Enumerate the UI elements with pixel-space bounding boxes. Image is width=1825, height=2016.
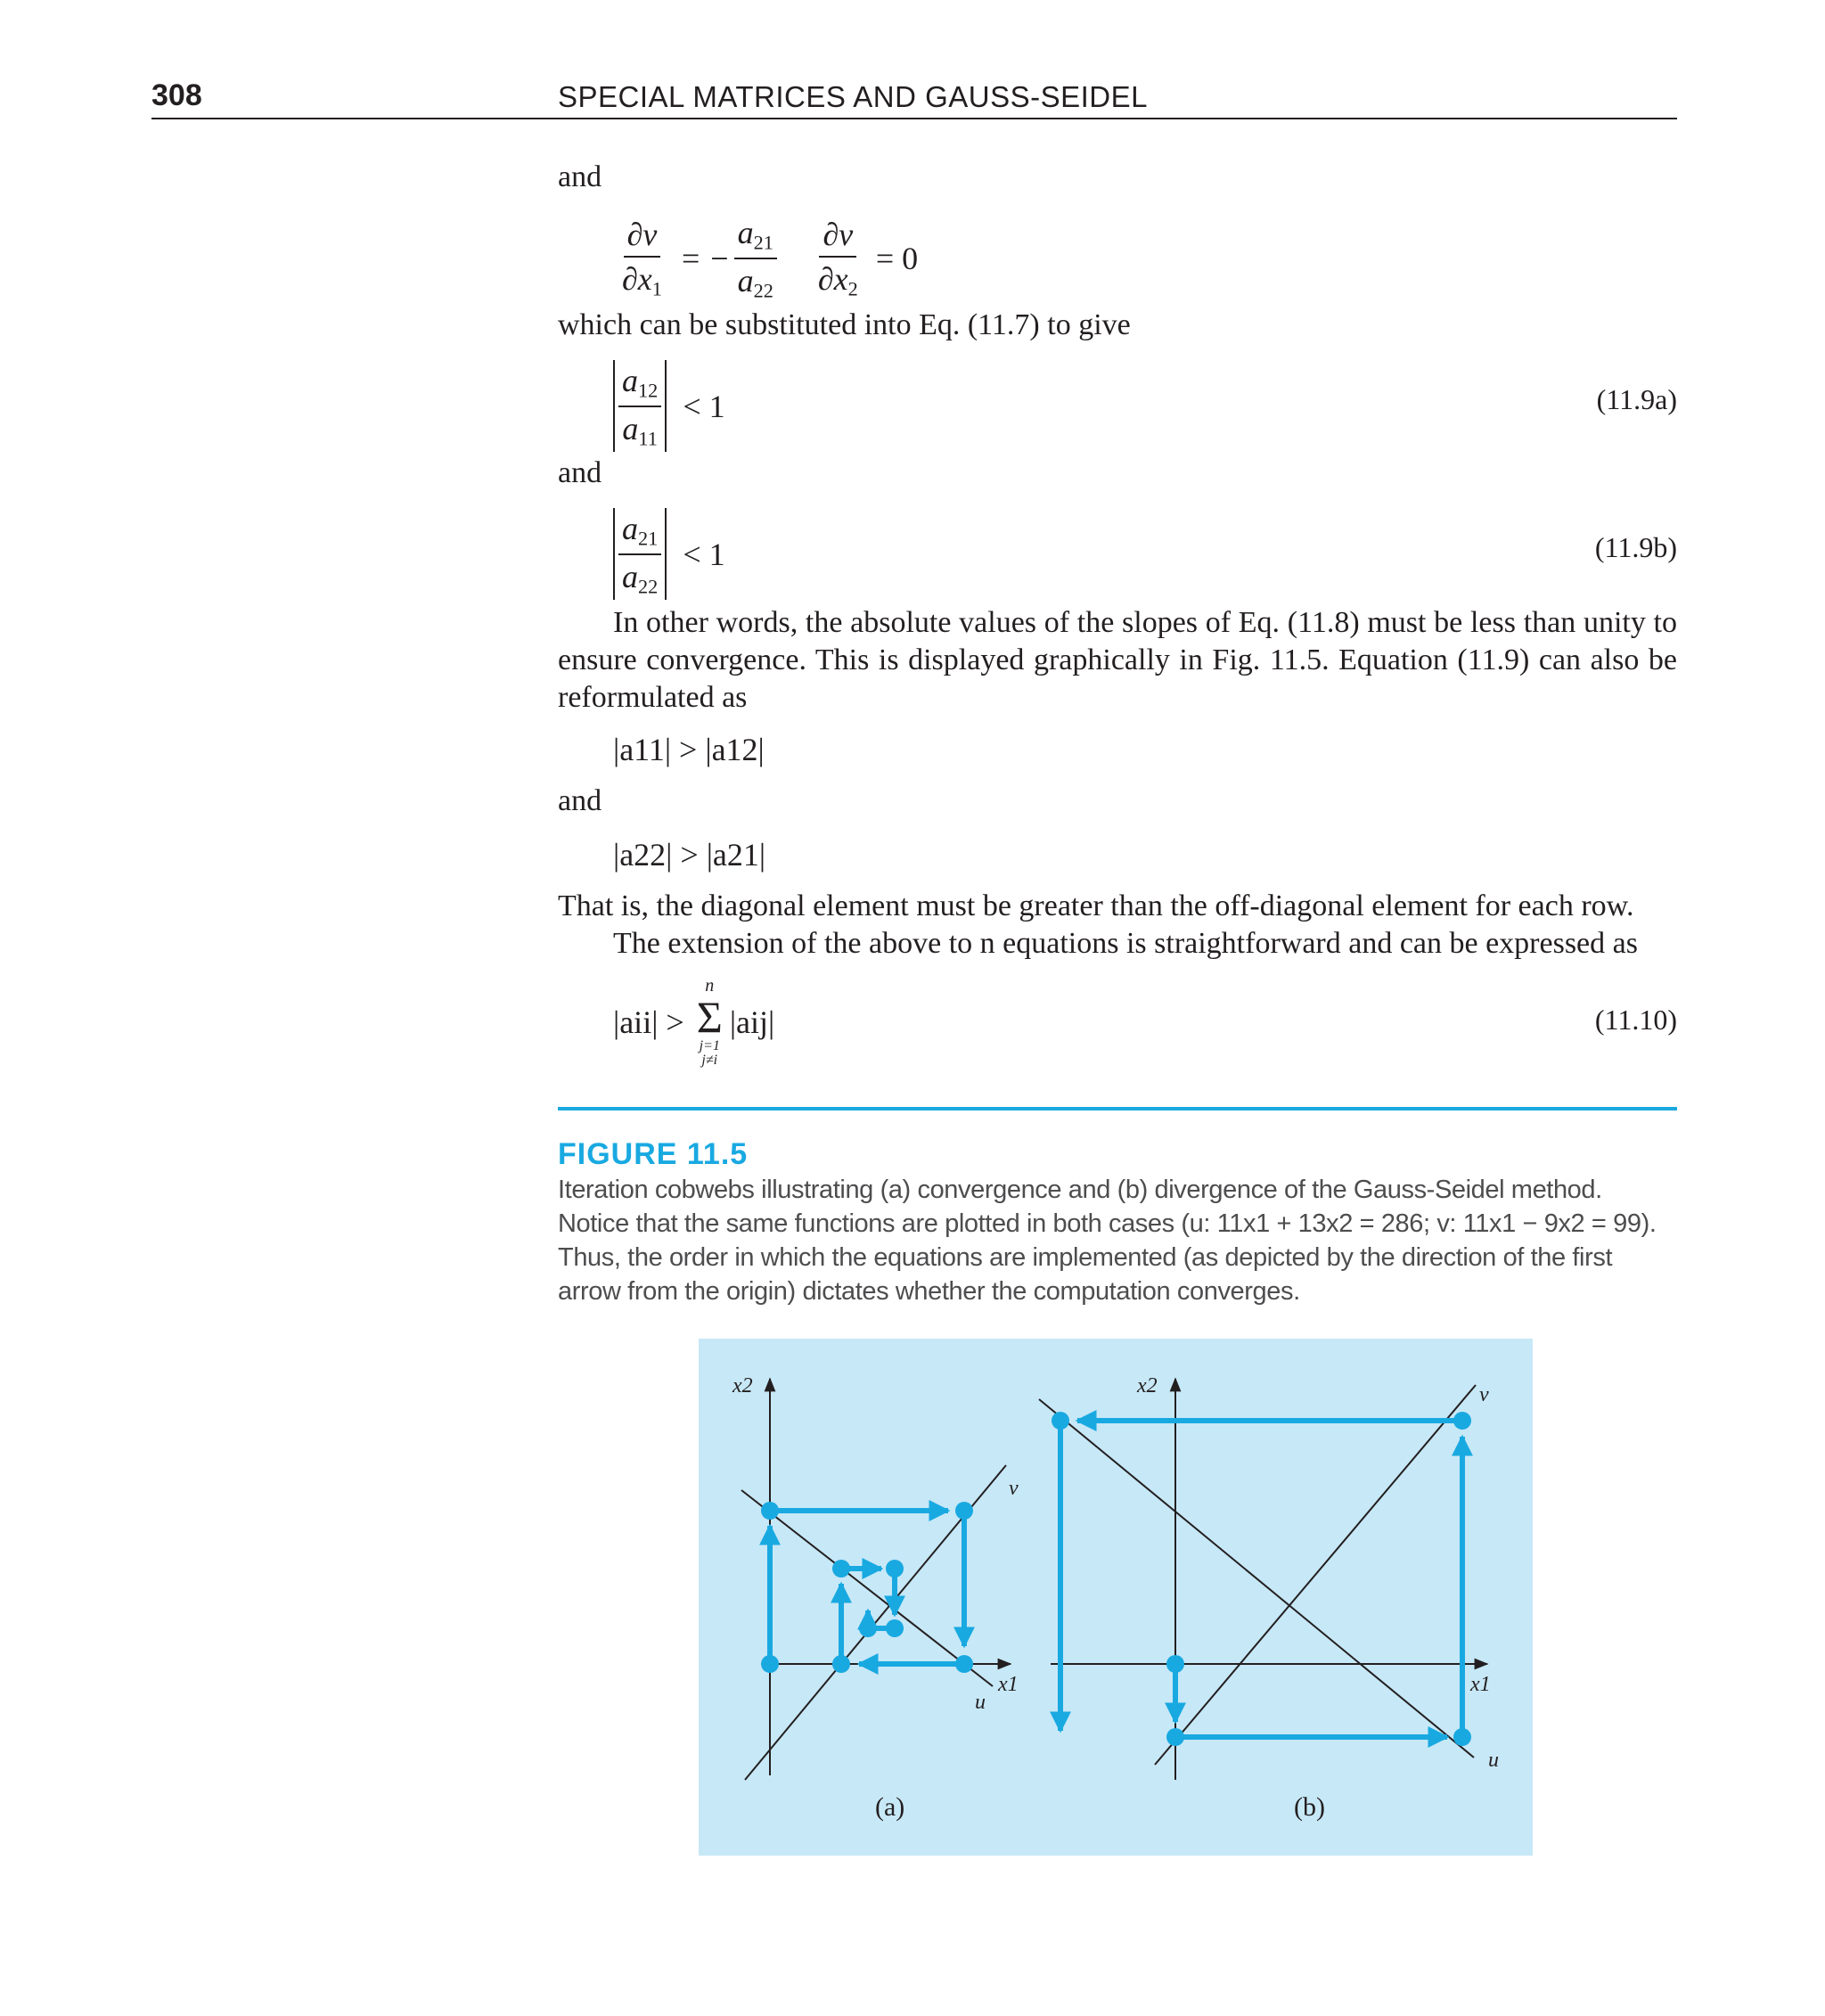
a-symbol: a	[622, 363, 638, 398]
line-v	[1155, 1385, 1476, 1765]
subscript: 22	[638, 575, 659, 598]
rhs-aij: |aij|	[729, 1004, 775, 1040]
text-and: and	[558, 456, 602, 489]
fraction-a21-a22	[734, 214, 777, 302]
minus-sign: −	[710, 240, 729, 276]
subscript: 11	[638, 427, 658, 450]
figure-caption: Iteration cobwebs illustrating (a) convergence and (b) divergence of the Gauss-Seidel method. Notice that the same functions are plotted in both cases (u: 11x1 + 13x2 = 286; v: 11x1 − 9x2 = 99). Thus, the order in which the equations are implemented (as depicted by the direction of the first arrow from the origin) dictates whether the computation converges.	[558, 1176, 1657, 1306]
numerator: ∂v	[626, 216, 658, 252]
sigma-symbol: Σ	[696, 992, 723, 1042]
absolute-value	[613, 508, 667, 600]
page-number: 308	[151, 78, 202, 112]
a-symbol: a	[622, 410, 639, 447]
subscript: 2	[847, 277, 858, 300]
panel-b	[1039, 1374, 1499, 1822]
cobweb-diagram	[699, 1339, 1533, 1856]
absolute-value	[613, 360, 667, 452]
header-rule	[151, 118, 1677, 119]
x2-axis-label: x2	[732, 1374, 753, 1397]
figure-label: FIGURE 11.5	[558, 1137, 749, 1171]
fraction-dv-dx1	[618, 216, 666, 301]
a-symbol: a	[622, 511, 638, 546]
subscript: 21	[753, 231, 773, 254]
less-than-one: < 1	[683, 536, 725, 572]
lhs-aii: |aii| >	[613, 1004, 684, 1040]
line-u	[741, 1490, 993, 1686]
equation-11-10	[613, 977, 774, 1068]
paragraph-diagonal: That is, the diagonal element must be greater than the off-diagonal element for each row.	[558, 889, 1634, 922]
panel-tag: (a)	[875, 1792, 905, 1822]
panel-a	[732, 1374, 1019, 1822]
equals-sign: =	[681, 240, 700, 276]
denominator: ∂x	[817, 260, 848, 297]
fraction-dv-dx2	[814, 216, 862, 301]
text-substituted: which can be substituted into Eq. (11.7) to give	[558, 308, 1131, 341]
summation	[697, 977, 723, 1068]
cobweb-path-b	[1060, 1421, 1462, 1737]
subscript: 22	[753, 279, 773, 302]
equation-11-9b	[613, 508, 725, 600]
subscript: 21	[638, 527, 659, 550]
denominator: ∂x	[622, 260, 652, 297]
u-line-label: u	[975, 1691, 986, 1714]
subscript: 1	[651, 277, 662, 300]
equation-number: (11.9b)	[1594, 531, 1677, 563]
sum-lower-limit: j=1	[699, 1038, 720, 1053]
a-symbol: a	[737, 215, 754, 250]
numerator: ∂v	[822, 216, 854, 252]
sum-lower-condition: j≠i	[701, 1053, 718, 1068]
equation-number: (11.10)	[1594, 1004, 1677, 1036]
paragraph-extension: The extension of the above to n equations is straightforward and can be expressed as	[613, 927, 1638, 960]
x1-axis-label: x1	[1470, 1673, 1491, 1696]
v-line-label: v	[1479, 1383, 1489, 1406]
x2-axis-label: x2	[1137, 1374, 1158, 1397]
sum-upper-limit: n	[705, 976, 715, 996]
a-symbol: a	[622, 558, 638, 594]
subscript: 12	[638, 379, 659, 402]
paragraph-slopes: In other words, the absolute values of the slopes of Eq. (11.8) must be less than unity to ensure convergence. This is displayed graphically in Fig. 11.5. Equation (11.9) can also be reformulated as	[558, 606, 1677, 714]
inequality-row-2: |a22| > |a21|	[613, 837, 766, 873]
panel-tag: (b)	[1294, 1792, 1325, 1822]
text-and: and	[558, 784, 602, 817]
equation-partial-derivatives	[613, 214, 918, 302]
equals-zero: = 0	[875, 240, 919, 276]
less-than-one: < 1	[683, 388, 725, 424]
figure-11-5	[699, 1339, 1533, 1856]
v-line-label: v	[1009, 1477, 1019, 1500]
equation-11-9a	[613, 360, 725, 452]
inequality-row-1: |a11| > |a12|	[613, 732, 765, 767]
a-symbol: a	[737, 262, 754, 299]
u-line-label: u	[1488, 1749, 1499, 1772]
running-head: SPECIAL MATRICES AND GAUSS-SEIDEL	[558, 80, 1148, 113]
equation-number: (11.9a)	[1596, 383, 1677, 415]
text-and: and	[558, 160, 602, 193]
x1-axis-label: x1	[998, 1673, 1019, 1696]
line-u	[1039, 1399, 1474, 1758]
figure-rule	[558, 1107, 1677, 1110]
